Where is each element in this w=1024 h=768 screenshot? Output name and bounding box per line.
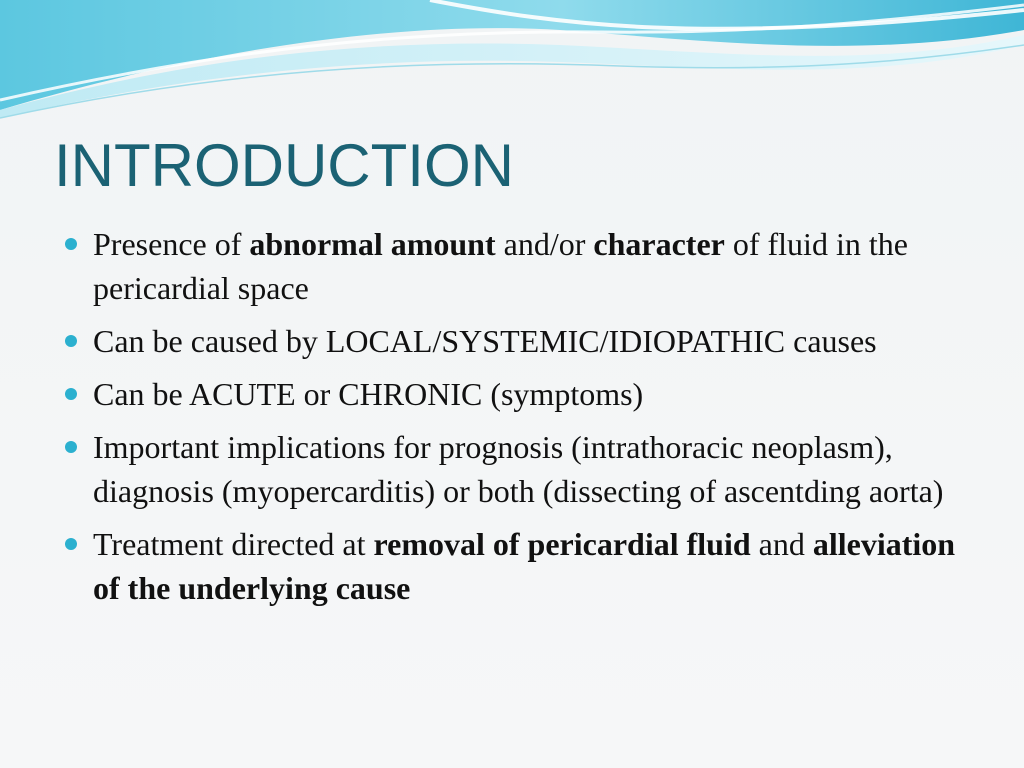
bullet-text: Can be ACUTE or CHRONIC (symptoms) xyxy=(93,376,644,412)
bullet-dot-icon xyxy=(65,538,77,550)
bullet-dot-icon xyxy=(65,238,77,250)
bullet-dot-icon xyxy=(65,335,77,347)
bullet-text-bold: removal of pericardial fluid xyxy=(373,526,751,562)
bullet-list xyxy=(60,222,960,619)
bullet-item xyxy=(60,522,960,610)
bullet-text-bold: abnormal amount xyxy=(249,226,496,262)
bullet-text: of fluid in the pericardial space xyxy=(93,226,908,306)
bullet-dot-icon xyxy=(65,388,77,400)
bullet-item xyxy=(60,222,960,310)
bullet-text: Important implications for prognosis (intrathoracic neoplasm), diagnosis (myopercarditis) or both (dissecting of ascentding aorta) xyxy=(93,429,944,509)
bullet-text: and xyxy=(750,526,813,562)
header-wave-decoration xyxy=(0,0,1024,130)
bullet-dot-icon xyxy=(65,441,77,453)
bullet-text: Presence of xyxy=(93,226,250,262)
bullet-text: Can be caused by LOCAL/SYSTEMIC/IDIOPATHIC causes xyxy=(93,323,877,359)
bullet-text-bold: alleviation of the underlying cause xyxy=(93,526,956,606)
bullet-text: and/or xyxy=(495,226,594,262)
slide-title: INTRODUCTION xyxy=(54,132,514,199)
bullet-text-bold: character xyxy=(593,226,725,262)
bullet-text: Treatment directed at xyxy=(93,526,374,562)
bullet-item xyxy=(60,372,960,416)
bullet-item xyxy=(60,319,960,363)
bullet-item xyxy=(60,425,960,513)
